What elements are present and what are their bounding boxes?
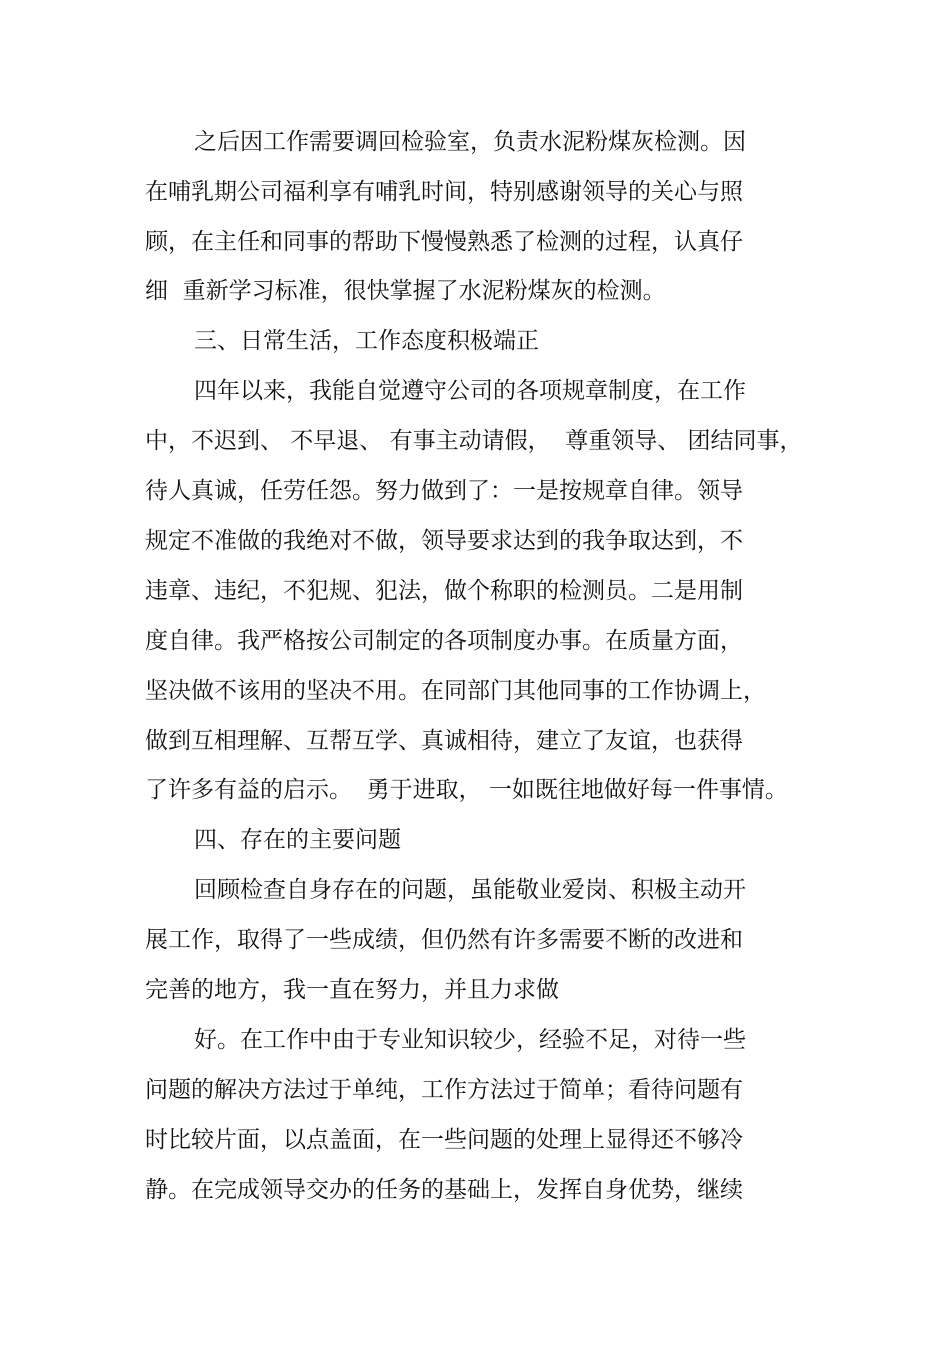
paragraph-line: 坚决做不该用的坚决不用。在同部门其他同事的工作协调上，	[145, 678, 766, 704]
paragraph-line: 做到互相理解、互帮互学、真诚相待，建立了友谊，也获得	[145, 728, 743, 754]
paragraph-line: 四年以来，我能自觉遵守公司的各项规章制度，在工作	[194, 378, 746, 404]
paragraph-line: 时比较片面，以点盖面，在一些问题的处理上显得还不够冷	[145, 1127, 743, 1153]
paragraph-line: 度自律。我严格按公司制定的各项制度办事。在质量方面，	[145, 628, 743, 654]
paragraph-line: 了许多有益的启示。 勇于进取， 一如既往地做好每一件事情。	[145, 777, 788, 803]
paragraph-line: 回顾检查自身存在的问题，虽能敬业爱岗、积极主动开	[194, 877, 746, 903]
paragraph-line: 顾，在主任和同事的帮助下慢慢熟悉了检测的过程，认真仔	[145, 229, 743, 255]
paragraph-line: 展工作，取得了一些成绩，但仍然有许多需要不断的改进和	[145, 927, 743, 953]
paragraph-line: 违章、违纪，不犯规、犯法，做个称职的检测员。二是用制	[145, 578, 743, 604]
paragraph-line: 中，不迟到、 不早退、 有事主动请假， 尊重领导、 团结同事，	[145, 428, 803, 454]
paragraph-line: 问题的解决方法过于单纯，工作方法过于简单；看待问题有	[145, 1077, 743, 1103]
paragraph-line: 之后因工作需要调回检验室，负责水泥粉煤灰检测。因	[194, 129, 746, 155]
paragraph-line: 待人真诚，任劳任怨。努力做到了：一是按规章自律。领导	[145, 478, 743, 504]
paragraph-line: 完善的地方，我一直在努力，并且力求做	[145, 977, 559, 1003]
paragraph-line: 细 重新学习标准，很快掌握了水泥粉煤灰的检测。	[145, 278, 666, 304]
paragraph-line: 好。在工作中由于专业知识较少，经验不足，对待一些	[194, 1027, 746, 1053]
section-heading: 四、存在的主要问题	[194, 827, 401, 853]
paragraph-line: 静。在完成领导交办的任务的基础上，发挥自身优势，继续	[145, 1177, 743, 1203]
section-heading: 三、日常生活，工作态度积极端正	[194, 328, 539, 354]
paragraph-line: 规定不准做的我绝对不做，领导要求达到的我争取达到，不	[145, 528, 743, 554]
paragraph-line: 在哺乳期公司福利享有哺乳时间，特别感谢领导的关心与照	[145, 179, 743, 205]
